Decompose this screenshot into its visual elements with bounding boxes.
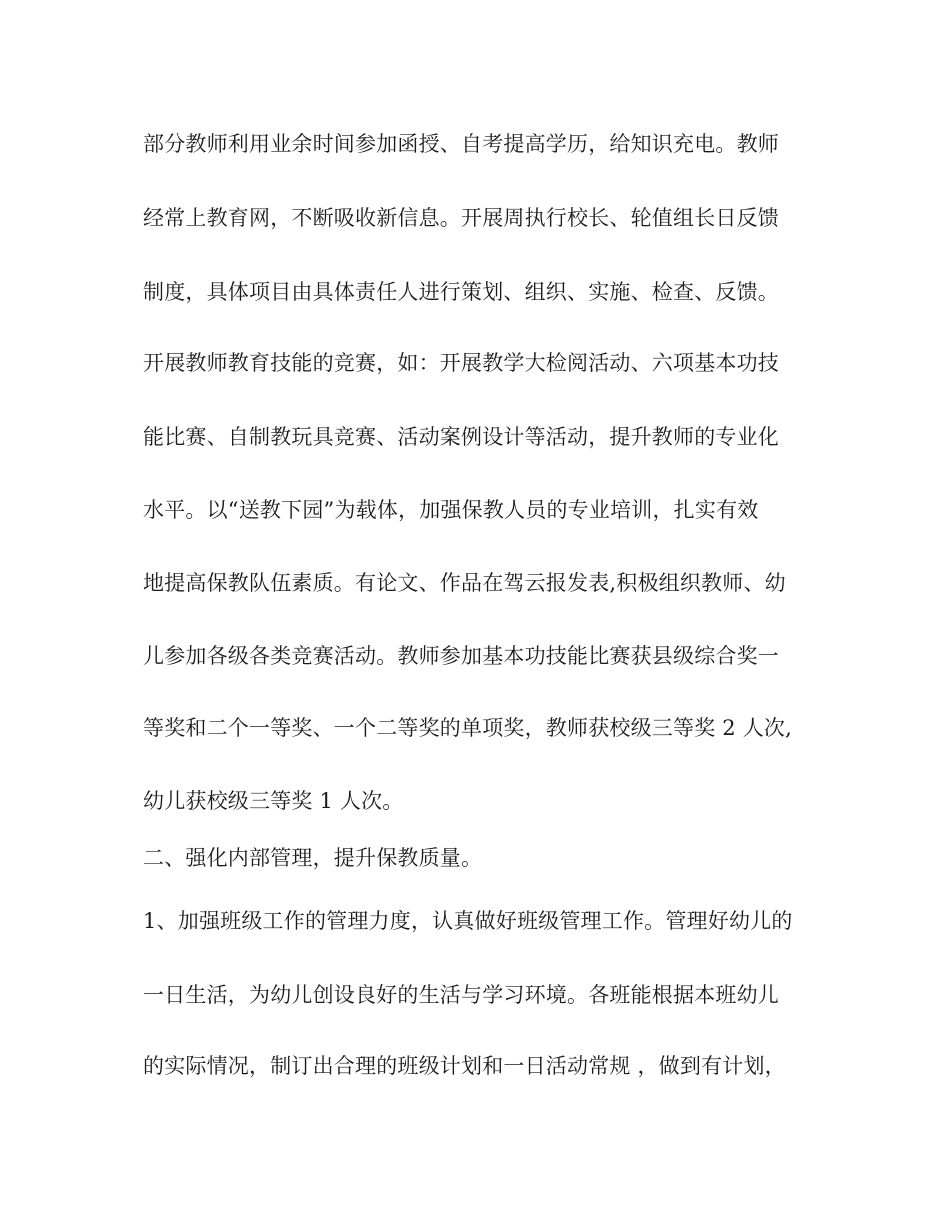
paragraph-line: 一日生活，为幼儿创设良好的生活与学习环境。各班能根据本班幼儿 <box>143 983 779 1007</box>
paragraph-line: 水平。以“送教下园”为载体，加强保教人员的专业培训，扎实有效 <box>143 498 759 522</box>
paragraph-line: 幼儿获校级三等奖 1 人次。 <box>143 789 404 813</box>
paragraph-line: 1、加强班级工作的管理力度，认真做好班级管理工作。管理好幼儿的 <box>143 909 793 933</box>
section-heading: 二、强化内部管理，提升保教质量。 <box>143 846 483 870</box>
paragraph-line: 部分教师利用业余时间参加函授、自考提高学历，给知识充电。教师 <box>143 132 779 156</box>
paragraph-line: 能比赛、自制教玩具竞赛、活动案例设计等活动，提升教师的专业化 <box>143 425 779 449</box>
paragraph-line: 制度，具体项目由具体责任人进行策划、组织、实施、检查、反馈。 <box>143 280 779 304</box>
paragraph-line: 儿参加各级各类竞赛活动。教师参加基本功技能比赛获县级综合奖一 <box>143 644 779 668</box>
paragraph-line: 经常上教育网，不断吸收新信息。开展周执行校长、轮值组长日反馈 <box>143 206 779 230</box>
paragraph-line: 开展教师教育技能的竞赛，如：开展教学大检阅活动、六项基本功技 <box>143 351 779 375</box>
paragraph-line: 地提高保教队伍素质。有论文、作品在驾云报发表,积极组织教师、幼 <box>143 571 786 595</box>
paragraph-line: 的实际情况，制订出合理的班级计划和一日活动常规 ，做到有计划， <box>143 1054 786 1078</box>
paragraph-line: 等奖和二个一等奖、一个二等奖的单项奖，教师获校级三等奖 2 人次, <box>143 716 792 740</box>
